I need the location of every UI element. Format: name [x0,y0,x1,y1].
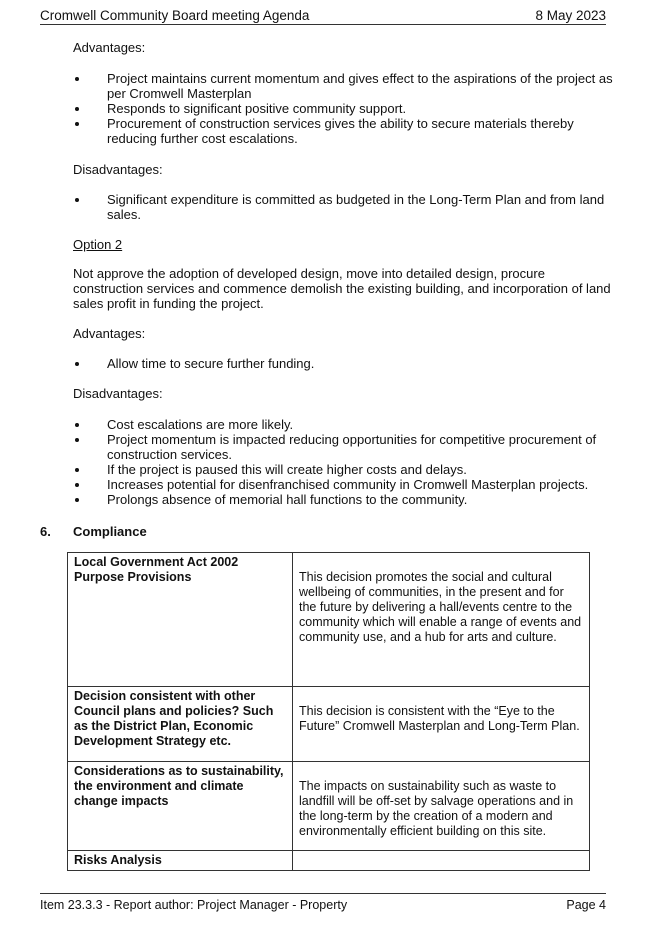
list-item: Procurement of construction services gives the ability to secure materials thereby reducing further cost escalations. [73,116,613,146]
header-title: Cromwell Community Board meeting Agenda [40,8,310,23]
list-item: Significant expenditure is committed as budgeted in the Long-Term Plan and from land sales. [73,192,613,222]
option2-heading: Option 2 [73,237,123,252]
option1-disadvantages-list [73,192,613,222]
list-item: Responds to significant positive community support. [73,101,613,116]
row-label: Decision consistent with other Council plans and policies? Such as the District Plan, Economic Development Strategy etc. [68,687,293,762]
row-value: This decision is consistent with the “Eye to the Future” Cromwell Masterplan and Long-Term Plan. [293,687,590,762]
section-number: 6. [40,524,51,539]
option1-disadvantages-label: Disadvantages: [73,162,163,177]
page-header [40,6,606,25]
row-label: Risks Analysis [68,851,293,871]
option2-disadvantages-label: Disadvantages: [73,386,163,401]
row-value [293,851,590,871]
table-row [68,851,590,871]
list-item: Project maintains current momentum and gives effect to the aspirations of the project as per Cromwell Masterplan [73,71,613,101]
option2-advantages-label: Advantages: [73,326,146,341]
list-item: Cost escalations are more likely. [73,417,613,432]
row-label: Considerations as to sustainability, the environment and climate change impacts [68,762,293,851]
page-footer [40,893,606,914]
page-number: Page 4 [566,898,606,912]
list-item: Prolongs absence of memorial hall functions to the community. [73,492,613,507]
list-item: Allow time to secure further funding. [73,356,613,371]
list-item: Increases potential for disenfranchised community in Cromwell Masterplan projects. [73,477,613,492]
section-title: Compliance [73,524,147,539]
option1-advantages-label: Advantages: [73,40,146,55]
footer-author: Item 23.3.3 - Report author: Project Manager - Property [40,898,348,912]
table-row [68,762,590,851]
list-item: Project momentum is impacted reducing opportunities for competitive procurement of construction services. [73,432,613,462]
table-row [68,687,590,762]
list-item: If the project is paused this will create higher costs and delays. [73,462,613,477]
option2-description: Not approve the adoption of developed design, move into detailed design, procure construction services and commence demolish the existing building, and incorporation of land sales profit in funding the project. [73,266,611,311]
row-value: The impacts on sustainability such as waste to landfill will be off-set by salvage operations and in the long-term by the creation of a modern and environmentally efficient building on this site. [293,762,590,851]
option2-advantages-list [73,356,613,371]
option1-advantages-list [73,71,613,146]
row-value: This decision promotes the social and cultural wellbeing of communities, in the present and for the future by delivering a hall/events centre to the community which will enable a range of events and community use, and a hub for arts and culture. [293,553,590,687]
header-date: 8 May 2023 [535,8,606,23]
table-row [68,553,590,687]
option2-disadvantages-list [73,417,613,507]
compliance-table [67,552,590,871]
row-label: Local Government Act 2002 Purpose Provisions [68,553,293,687]
